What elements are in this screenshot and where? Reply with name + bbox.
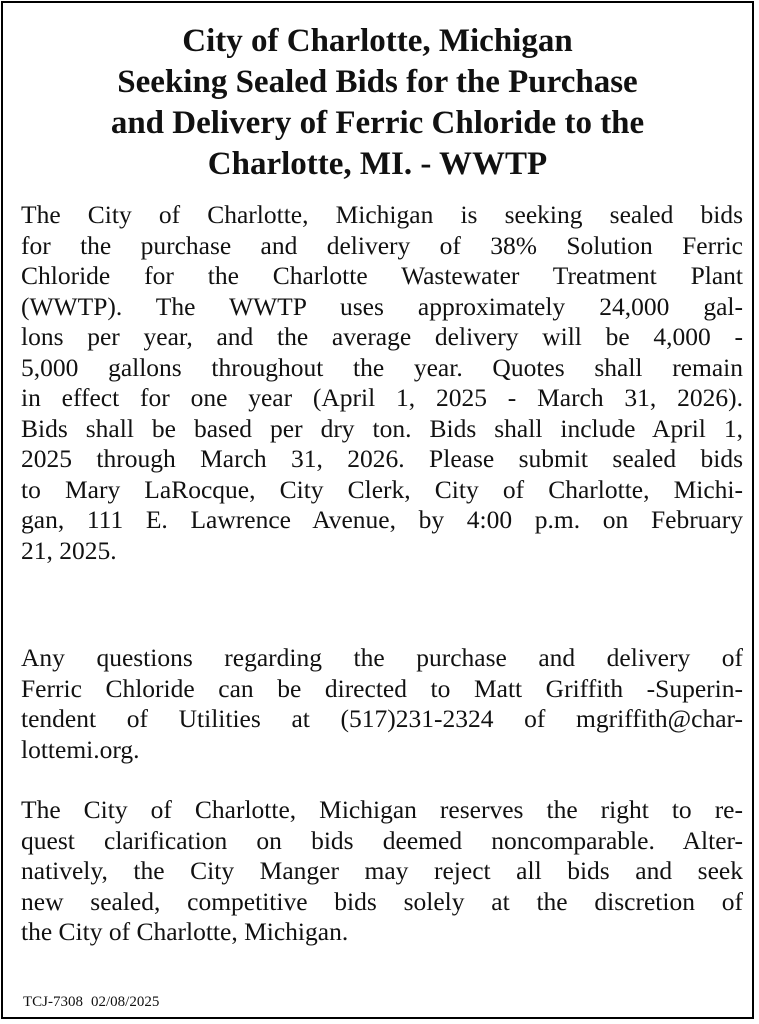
title-line: Charlotte, MI. - WWTP — [207, 146, 548, 182]
paragraph-line: The City of Charlotte, Michigan reserves the right to re- — [21, 795, 743, 824]
reservation-paragraph — [21, 795, 743, 948]
paragraph-line: for the purchase and delivery of 38% Solution Ferric — [21, 230, 743, 260]
paragraph-line: 5,000 gallons throughout the year. Quotes shall remain — [21, 352, 743, 382]
paragraph-line: the City of Charlotte, Michigan. — [21, 917, 349, 946]
legal-notice — [1, 1, 754, 1019]
notice-title — [13, 21, 742, 185]
paragraph-line: lottemi.org. — [21, 734, 140, 764]
paragraph-line: 21, 2025. — [21, 535, 117, 565]
paragraph-line: natively, the City Manger may reject all bids and seek — [21, 856, 743, 885]
publish-date: 02/08/2025 — [91, 994, 160, 1010]
bid-details-paragraph — [21, 200, 743, 566]
paragraph-line: Any questions regarding the purchase and delivery of — [21, 643, 743, 672]
notice-footer — [23, 993, 159, 1011]
paragraph-line: Ferric Chloride can be directed to Matt Griffith -Superin- — [21, 673, 743, 703]
paragraph-line: (WWTP). The WWTP uses approximately 24,000 gal- — [21, 291, 743, 321]
paragraph-line: in effect for one year (April 1, 2025 - March 31, 2026). — [21, 383, 743, 412]
title-line: Seeking Sealed Bids for the Purchase — [117, 64, 638, 100]
paragraph-line: quest clarification on bids deemed noncomparable. Alter- — [21, 825, 743, 855]
paragraph-line: lons per year, and the average delivery will be 4,000 - — [21, 322, 743, 351]
paragraph-line: 2025 through March 31, 2026. Please submit sealed bids — [21, 444, 743, 473]
paragraph-line: to Mary LaRocque, City Clerk, City of Charlotte, Michi- — [21, 474, 743, 504]
ad-id: TCJ-7308 — [23, 994, 83, 1010]
paragraph-line: Bids shall be based per dry ton. Bids shall include April 1, — [21, 413, 743, 443]
title-line: City of Charlotte, Michigan — [182, 23, 573, 59]
paragraph-line: The City of Charlotte, Michigan is seeking sealed bids — [21, 200, 743, 229]
paragraph-line: new sealed, competitive bids solely at the discretion of — [21, 886, 743, 916]
paragraph-line: tendent of Utilities at (517)231-2324 of mgriffith@char- — [21, 704, 743, 733]
questions-paragraph — [21, 643, 743, 765]
paragraph-line: gan, 111 E. Lawrence Avenue, by 4:00 p.m. on February — [21, 505, 743, 534]
title-line: and Delivery of Ferric Chloride to the — [110, 105, 645, 141]
paragraph-line: Chloride for the Charlotte Wastewater Treatment Plant — [21, 261, 743, 290]
